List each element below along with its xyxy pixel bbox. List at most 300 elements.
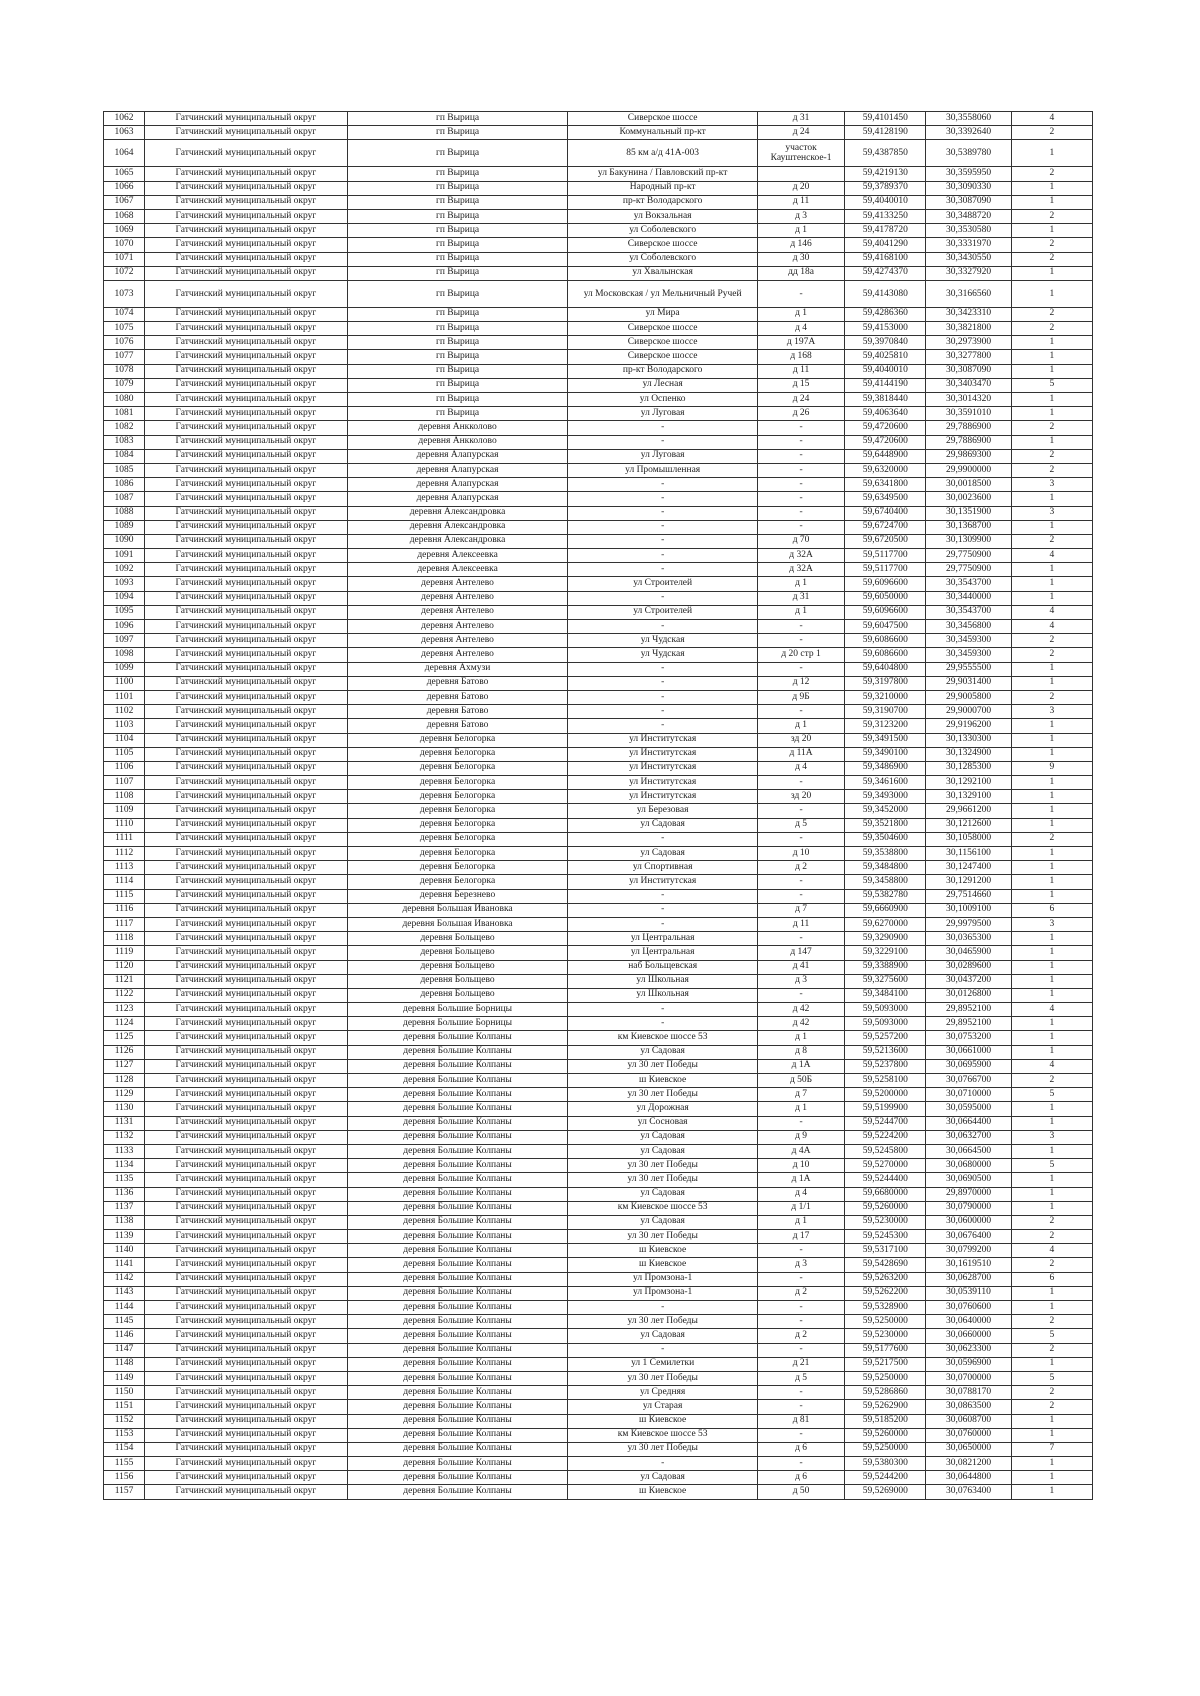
latitude-cell: 59,6270000 xyxy=(845,917,926,931)
house-cell: д 26 xyxy=(757,407,844,421)
count-cell: 1 xyxy=(1011,861,1092,875)
house-cell: - xyxy=(757,435,844,449)
street-cell: - xyxy=(568,676,758,690)
street-cell: - xyxy=(568,690,758,704)
house-cell: - xyxy=(757,280,844,307)
latitude-cell: 59,3490100 xyxy=(845,747,926,761)
house-cell: - xyxy=(757,1301,844,1315)
longitude-cell: 30,1329100 xyxy=(926,790,1011,804)
latitude-cell: 59,6404800 xyxy=(845,662,926,676)
settlement-cell: гп Вырица xyxy=(347,181,568,195)
house-cell: - xyxy=(757,1272,844,1286)
settlement-cell: деревня Большие Колпаны xyxy=(347,1201,568,1215)
row-number-cell: 1118 xyxy=(104,932,145,946)
latitude-cell: 59,3197800 xyxy=(845,676,926,690)
latitude-cell: 59,5244700 xyxy=(845,1116,926,1130)
settlement-cell: гп Вырица xyxy=(347,140,568,167)
row-number-cell: 1084 xyxy=(104,449,145,463)
row-number-cell: 1081 xyxy=(104,407,145,421)
longitude-cell: 29,9000700 xyxy=(926,705,1011,719)
settlement-cell: деревня Большие Колпаны xyxy=(347,1230,568,1244)
row-number-cell: 1147 xyxy=(104,1343,145,1357)
district-cell: Гатчинский муниципальный округ xyxy=(145,988,348,1002)
row-number-cell: 1068 xyxy=(104,209,145,223)
longitude-cell: 30,0365300 xyxy=(926,932,1011,946)
latitude-cell: 59,6724700 xyxy=(845,520,926,534)
settlement-cell: деревня Большие Колпаны xyxy=(347,1116,568,1130)
longitude-cell: 29,9979500 xyxy=(926,917,1011,931)
street-cell: ул Институтская xyxy=(568,776,758,790)
count-cell: 4 xyxy=(1011,605,1092,619)
table-row xyxy=(104,1428,1093,1442)
table-row xyxy=(104,449,1093,463)
count-cell: 2 xyxy=(1011,209,1092,223)
house-cell: - xyxy=(757,776,844,790)
latitude-cell: 59,5260000 xyxy=(845,1201,926,1215)
latitude-cell: 59,6047500 xyxy=(845,620,926,634)
row-number-cell: 1129 xyxy=(104,1088,145,1102)
table-row xyxy=(104,463,1093,477)
row-number-cell: 1151 xyxy=(104,1400,145,1414)
house-cell: дд 18а xyxy=(757,266,844,280)
house-cell: - xyxy=(757,520,844,534)
latitude-cell: 59,3491500 xyxy=(845,733,926,747)
settlement-cell: деревня Белогорка xyxy=(347,790,568,804)
latitude-cell: 59,3789370 xyxy=(845,181,926,195)
street-cell: ул Чудская xyxy=(568,648,758,662)
table-row xyxy=(104,662,1093,676)
street-cell: ул Садовая xyxy=(568,847,758,861)
row-number-cell: 1121 xyxy=(104,974,145,988)
latitude-cell: 59,3493000 xyxy=(845,790,926,804)
latitude-cell: 59,6050000 xyxy=(845,591,926,605)
row-number-cell: 1137 xyxy=(104,1201,145,1215)
longitude-cell: 30,0628700 xyxy=(926,1272,1011,1286)
settlement-cell: деревня Анкколово xyxy=(347,421,568,435)
longitude-cell: 30,0760000 xyxy=(926,1428,1011,1442)
settlement-cell: деревня Батово xyxy=(347,719,568,733)
table-row xyxy=(104,861,1093,875)
street-cell: ул 30 лет Победы xyxy=(568,1173,758,1187)
longitude-cell: 29,9900000 xyxy=(926,463,1011,477)
table-row xyxy=(104,549,1093,563)
latitude-cell: 59,3818440 xyxy=(845,393,926,407)
street-cell: ш Киевское xyxy=(568,1414,758,1428)
count-cell: 5 xyxy=(1011,1159,1092,1173)
street-cell: ул Чудская xyxy=(568,634,758,648)
street-cell: ул Садовая xyxy=(568,1144,758,1158)
table-row xyxy=(104,875,1093,889)
street-cell: - xyxy=(568,534,758,548)
count-cell: 1 xyxy=(1011,577,1092,591)
row-number-cell: 1063 xyxy=(104,126,145,140)
latitude-cell: 59,5117700 xyxy=(845,549,926,563)
table-row xyxy=(104,988,1093,1002)
street-cell: ул Центральная xyxy=(568,932,758,946)
longitude-cell: 30,3403470 xyxy=(926,378,1011,392)
latitude-cell: 59,5258100 xyxy=(845,1074,926,1088)
table-row xyxy=(104,676,1093,690)
latitude-cell: 59,4040010 xyxy=(845,364,926,378)
district-cell: Гатчинский муниципальный округ xyxy=(145,1003,348,1017)
row-number-cell: 1155 xyxy=(104,1457,145,1471)
longitude-cell: 30,1309900 xyxy=(926,534,1011,548)
settlement-cell: гп Вырица xyxy=(347,336,568,350)
settlement-cell: деревня Алапурская xyxy=(347,492,568,506)
row-number-cell: 1096 xyxy=(104,620,145,634)
settlement-cell: деревня Антелево xyxy=(347,648,568,662)
settlement-cell: гп Вырица xyxy=(347,364,568,378)
district-cell: Гатчинский муниципальный округ xyxy=(145,364,348,378)
row-number-cell: 1077 xyxy=(104,350,145,364)
row-number-cell: 1132 xyxy=(104,1130,145,1144)
count-cell: 1 xyxy=(1011,407,1092,421)
longitude-cell: 30,0437200 xyxy=(926,974,1011,988)
table-row xyxy=(104,1371,1093,1385)
row-number-cell: 1136 xyxy=(104,1187,145,1201)
house-cell: д 81 xyxy=(757,1414,844,1428)
settlement-cell: гп Вырица xyxy=(347,407,568,421)
count-cell: 1 xyxy=(1011,790,1092,804)
longitude-cell: 30,0760600 xyxy=(926,1301,1011,1315)
row-number-cell: 1103 xyxy=(104,719,145,733)
count-cell: 1 xyxy=(1011,181,1092,195)
count-cell: 1 xyxy=(1011,195,1092,209)
table-row xyxy=(104,1471,1093,1485)
district-cell: Гатчинский муниципальный округ xyxy=(145,195,348,209)
row-number-cell: 1149 xyxy=(104,1371,145,1385)
count-cell: 1 xyxy=(1011,1457,1092,1471)
house-cell: д 24 xyxy=(757,126,844,140)
longitude-cell: 30,1009100 xyxy=(926,903,1011,917)
longitude-cell: 30,3456800 xyxy=(926,620,1011,634)
latitude-cell: 59,5250000 xyxy=(845,1315,926,1329)
street-cell: - xyxy=(568,1457,758,1471)
house-cell: - xyxy=(757,506,844,520)
latitude-cell: 59,5250000 xyxy=(845,1371,926,1385)
longitude-cell: 30,3591010 xyxy=(926,407,1011,421)
row-number-cell: 1142 xyxy=(104,1272,145,1286)
latitude-cell: 59,4219130 xyxy=(845,167,926,181)
table-row xyxy=(104,1286,1093,1300)
count-cell: 7 xyxy=(1011,1442,1092,1456)
table-row xyxy=(104,847,1093,861)
count-cell: 1 xyxy=(1011,719,1092,733)
longitude-cell: 30,3327920 xyxy=(926,266,1011,280)
house-cell: д 20 стр 1 xyxy=(757,648,844,662)
latitude-cell: 59,5328900 xyxy=(845,1301,926,1315)
house-cell: - xyxy=(757,478,844,492)
longitude-cell: 30,0465900 xyxy=(926,946,1011,960)
settlement-cell: гп Вырица xyxy=(347,209,568,223)
count-cell: 1 xyxy=(1011,492,1092,506)
street-cell: - xyxy=(568,889,758,903)
district-cell: Гатчинский муниципальный округ xyxy=(145,1286,348,1300)
district-cell: Гатчинский муниципальный округ xyxy=(145,520,348,534)
count-cell: 1 xyxy=(1011,1173,1092,1187)
street-cell: ул Строителей xyxy=(568,605,758,619)
district-cell: Гатчинский муниципальный округ xyxy=(145,112,348,126)
house-cell: д 4 xyxy=(757,322,844,336)
latitude-cell: 59,3538800 xyxy=(845,847,926,861)
count-cell: 4 xyxy=(1011,620,1092,634)
table-row xyxy=(104,1159,1093,1173)
row-number-cell: 1154 xyxy=(104,1442,145,1456)
street-cell: Сиверское шоссе xyxy=(568,238,758,252)
longitude-cell: 30,3459300 xyxy=(926,634,1011,648)
longitude-cell: 30,3090330 xyxy=(926,181,1011,195)
count-cell: 1 xyxy=(1011,563,1092,577)
house-cell xyxy=(757,167,844,181)
house-cell: д 12 xyxy=(757,676,844,690)
count-cell: 2 xyxy=(1011,634,1092,648)
settlement-cell: деревня Большие Колпаны xyxy=(347,1386,568,1400)
count-cell: 5 xyxy=(1011,1371,1092,1385)
district-cell: Гатчинский муниципальный округ xyxy=(145,1102,348,1116)
latitude-cell: 59,6320000 xyxy=(845,463,926,477)
row-number-cell: 1102 xyxy=(104,705,145,719)
row-number-cell: 1065 xyxy=(104,167,145,181)
district-cell: Гатчинский муниципальный округ xyxy=(145,238,348,252)
settlement-cell: деревня Белогорка xyxy=(347,733,568,747)
row-number-cell: 1105 xyxy=(104,747,145,761)
latitude-cell: 59,5428690 xyxy=(845,1258,926,1272)
street-cell: Сиверское шоссе xyxy=(568,322,758,336)
count-cell: 1 xyxy=(1011,1102,1092,1116)
house-cell: д 6 xyxy=(757,1442,844,1456)
district-cell: Гатчинский муниципальный округ xyxy=(145,946,348,960)
settlement-cell: деревня Белогорка xyxy=(347,861,568,875)
latitude-cell: 59,4720600 xyxy=(845,421,926,435)
district-cell: Гатчинский муниципальный округ xyxy=(145,818,348,832)
count-cell: 5 xyxy=(1011,1088,1092,1102)
latitude-cell: 59,4286360 xyxy=(845,307,926,321)
settlement-cell: деревня Батово xyxy=(347,690,568,704)
district-cell: Гатчинский муниципальный округ xyxy=(145,224,348,238)
count-cell: 2 xyxy=(1011,832,1092,846)
settlement-cell: деревня Белогорка xyxy=(347,847,568,861)
settlement-cell: гп Вырица xyxy=(347,378,568,392)
count-cell: 2 xyxy=(1011,167,1092,181)
table-row xyxy=(104,648,1093,662)
house-cell: зд 20 xyxy=(757,790,844,804)
settlement-cell: деревня Алапурская xyxy=(347,478,568,492)
settlement-cell: деревня Большие Борницы xyxy=(347,1017,568,1031)
longitude-cell: 30,0600000 xyxy=(926,1215,1011,1229)
row-number-cell: 1134 xyxy=(104,1159,145,1173)
longitude-cell: 30,0799200 xyxy=(926,1244,1011,1258)
longitude-cell: 30,3087090 xyxy=(926,364,1011,378)
row-number-cell: 1144 xyxy=(104,1301,145,1315)
longitude-cell: 30,0664400 xyxy=(926,1116,1011,1130)
table-row xyxy=(104,903,1093,917)
count-cell: 1 xyxy=(1011,1201,1092,1215)
house-cell: д 2 xyxy=(757,1329,844,1343)
street-cell: км Киевское шоссе 53 xyxy=(568,1201,758,1215)
latitude-cell: 59,3504600 xyxy=(845,832,926,846)
district-cell: Гатчинский муниципальный округ xyxy=(145,832,348,846)
settlement-cell: деревня Большие Колпаны xyxy=(347,1471,568,1485)
district-cell: Гатчинский муниципальный округ xyxy=(145,620,348,634)
street-cell: - xyxy=(568,492,758,506)
longitude-cell: 30,1368700 xyxy=(926,520,1011,534)
latitude-cell: 59,6740400 xyxy=(845,506,926,520)
table-row xyxy=(104,733,1093,747)
house-cell: д 147 xyxy=(757,946,844,960)
table-row xyxy=(104,946,1093,960)
longitude-cell: 29,7750900 xyxy=(926,563,1011,577)
row-number-cell: 1148 xyxy=(104,1357,145,1371)
row-number-cell: 1098 xyxy=(104,648,145,662)
latitude-cell: 59,6680000 xyxy=(845,1187,926,1201)
latitude-cell: 59,6341800 xyxy=(845,478,926,492)
house-cell: д 4 xyxy=(757,1187,844,1201)
district-cell: Гатчинский муниципальный округ xyxy=(145,350,348,364)
row-number-cell: 1110 xyxy=(104,818,145,832)
latitude-cell: 59,5213600 xyxy=(845,1045,926,1059)
house-cell: д 2 xyxy=(757,861,844,875)
house-cell: д 146 xyxy=(757,238,844,252)
longitude-cell: 30,0289600 xyxy=(926,960,1011,974)
longitude-cell: 30,0676400 xyxy=(926,1230,1011,1244)
latitude-cell: 59,5250000 xyxy=(845,1442,926,1456)
district-cell: Гатчинский муниципальный округ xyxy=(145,974,348,988)
count-cell: 1 xyxy=(1011,988,1092,1002)
settlement-cell: деревня Батово xyxy=(347,705,568,719)
count-cell: 1 xyxy=(1011,1031,1092,1045)
district-cell: Гатчинский муниципальный округ xyxy=(145,1244,348,1258)
district-cell: Гатчинский муниципальный округ xyxy=(145,1457,348,1471)
table-row xyxy=(104,1315,1093,1329)
settlement-cell: деревня Белогорка xyxy=(347,747,568,761)
street-cell: ул Соболевского xyxy=(568,224,758,238)
street-cell: ул Старая xyxy=(568,1400,758,1414)
table-row xyxy=(104,1272,1093,1286)
latitude-cell: 59,4387850 xyxy=(845,140,926,167)
settlement-cell: деревня Антелево xyxy=(347,620,568,634)
count-cell: 5 xyxy=(1011,1329,1092,1343)
latitude-cell: 59,5269000 xyxy=(845,1485,926,1499)
settlement-cell: деревня Большие Колпаны xyxy=(347,1329,568,1343)
count-cell: 2 xyxy=(1011,126,1092,140)
count-cell: 1 xyxy=(1011,932,1092,946)
settlement-cell: деревня Большие Колпаны xyxy=(347,1144,568,1158)
settlement-cell: деревня Больщево xyxy=(347,988,568,1002)
latitude-cell: 59,3970840 xyxy=(845,336,926,350)
settlement-cell: деревня Алексеевка xyxy=(347,549,568,563)
house-cell: д 9 xyxy=(757,1130,844,1144)
house-cell: д 10 xyxy=(757,847,844,861)
district-cell: Гатчинский муниципальный округ xyxy=(145,549,348,563)
district-cell: Гатчинский муниципальный округ xyxy=(145,322,348,336)
count-cell: 1 xyxy=(1011,662,1092,676)
settlement-cell: деревня Большие Колпаны xyxy=(347,1159,568,1173)
house-cell: д 50 xyxy=(757,1485,844,1499)
count-cell: 2 xyxy=(1011,648,1092,662)
house-cell: д 50Б xyxy=(757,1074,844,1088)
latitude-cell: 59,5380300 xyxy=(845,1457,926,1471)
count-cell: 1 xyxy=(1011,733,1092,747)
street-cell: ш Киевское xyxy=(568,1074,758,1088)
street-cell: ул Луговая xyxy=(568,407,758,421)
house-cell: д 6 xyxy=(757,1471,844,1485)
district-cell: Гатчинский муниципальный округ xyxy=(145,252,348,266)
latitude-cell: 59,5262200 xyxy=(845,1286,926,1300)
table-row xyxy=(104,932,1093,946)
table-row xyxy=(104,280,1093,307)
settlement-cell: деревня Больщево xyxy=(347,932,568,946)
settlement-cell: деревня Большие Колпаны xyxy=(347,1074,568,1088)
longitude-cell: 30,5389780 xyxy=(926,140,1011,167)
district-cell: Гатчинский муниципальный округ xyxy=(145,1485,348,1499)
house-cell: д 5 xyxy=(757,1371,844,1385)
latitude-cell: 59,5382780 xyxy=(845,889,926,903)
settlement-cell: гп Вырица xyxy=(347,112,568,126)
count-cell: 1 xyxy=(1011,1471,1092,1485)
house-cell: д 4А xyxy=(757,1144,844,1158)
count-cell: 2 xyxy=(1011,1315,1092,1329)
district-cell: Гатчинский муниципальный округ xyxy=(145,181,348,195)
table-row xyxy=(104,1414,1093,1428)
longitude-cell: 30,0664500 xyxy=(926,1144,1011,1158)
house-cell: д 1 xyxy=(757,719,844,733)
house-cell: д 1 xyxy=(757,307,844,321)
district-cell: Гатчинский муниципальный округ xyxy=(145,478,348,492)
longitude-cell: 30,1619510 xyxy=(926,1258,1011,1272)
latitude-cell: 59,6086600 xyxy=(845,648,926,662)
table-row xyxy=(104,1144,1093,1158)
row-number-cell: 1120 xyxy=(104,960,145,974)
street-cell: ул Лесная xyxy=(568,378,758,392)
table-row xyxy=(104,1457,1093,1471)
settlement-cell: гп Вырица xyxy=(347,252,568,266)
row-number-cell: 1091 xyxy=(104,549,145,563)
settlement-cell: деревня Большие Борницы xyxy=(347,1003,568,1017)
row-number-cell: 1119 xyxy=(104,946,145,960)
longitude-cell: 30,0790000 xyxy=(926,1201,1011,1215)
settlement-cell: деревня Большие Колпаны xyxy=(347,1442,568,1456)
district-cell: Гатчинский муниципальный округ xyxy=(145,1386,348,1400)
latitude-cell: 59,4274370 xyxy=(845,266,926,280)
street-cell: ул Садовая xyxy=(568,1471,758,1485)
district-cell: Гатчинский муниципальный округ xyxy=(145,463,348,477)
district-cell: Гатчинский муниципальный округ xyxy=(145,435,348,449)
latitude-cell: 59,3290900 xyxy=(845,932,926,946)
street-cell: Сиверское шоссе xyxy=(568,350,758,364)
district-cell: Гатчинский муниципальный округ xyxy=(145,577,348,591)
row-number-cell: 1114 xyxy=(104,875,145,889)
latitude-cell: 59,3461600 xyxy=(845,776,926,790)
latitude-cell: 59,4128190 xyxy=(845,126,926,140)
street-cell: ул 30 лет Победы xyxy=(568,1315,758,1329)
district-cell: Гатчинский муниципальный округ xyxy=(145,1074,348,1088)
district-cell: Гатчинский муниципальный округ xyxy=(145,393,348,407)
settlement-cell: гп Вырица xyxy=(347,224,568,238)
longitude-cell: 29,9555500 xyxy=(926,662,1011,676)
longitude-cell: 30,3331970 xyxy=(926,238,1011,252)
district-cell: Гатчинский муниципальный округ xyxy=(145,336,348,350)
count-cell: 2 xyxy=(1011,1074,1092,1088)
longitude-cell: 30,3530580 xyxy=(926,224,1011,238)
street-cell: ул 1 Семилетки xyxy=(568,1357,758,1371)
latitude-cell: 59,6720500 xyxy=(845,534,926,548)
district-cell: Гатчинский муниципальный округ xyxy=(145,506,348,520)
district-cell: Гатчинский муниципальный округ xyxy=(145,534,348,548)
table-row xyxy=(104,1244,1093,1258)
house-cell: - xyxy=(757,662,844,676)
district-cell: Гатчинский муниципальный округ xyxy=(145,280,348,307)
table-row xyxy=(104,1357,1093,1371)
